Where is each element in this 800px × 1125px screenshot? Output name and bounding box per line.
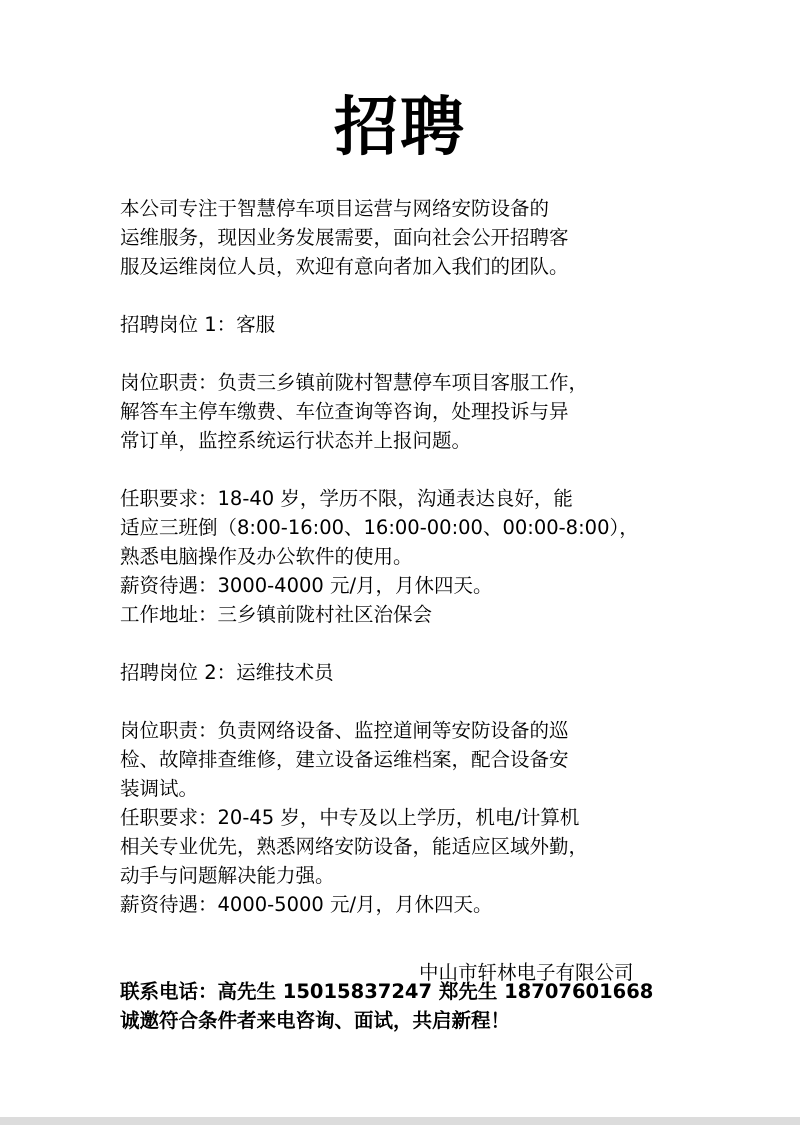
position1-location: 工作地址：三乡镇前陇村社区治保会 (120, 603, 433, 626)
spacer (120, 687, 700, 716)
position1-requirements (120, 484, 700, 571)
position1-salary: 薪资待遇：3000-4000 元/月，月休四天。 (120, 574, 493, 597)
requirements-line: 适应三班倒（8:00-16:00、16:00-00:00、00:00-8:00）， (120, 516, 639, 539)
intro-paragraph (120, 194, 700, 281)
spacer (120, 281, 700, 310)
requirements-line: 熟悉电脑操作及办公软件的使用。 (120, 545, 413, 568)
contact-phone-line: 联系电话：高先生 15015837247 郑先生 18707601668 (120, 980, 654, 1003)
contact-invite-line: 诚邀符合条件者来电咨询、面试，共启新程！ (120, 1009, 511, 1032)
requirements-line: 任职要求：20-45 岁，中专及以上学历，机电/计算机 (120, 806, 580, 829)
duties-line: 装调试。 (120, 777, 199, 800)
requirements-line: 动手与问题解决能力强。 (120, 864, 335, 887)
intro-line: 运维服务，现因业务发展需要，面向社会公开招聘客 (120, 226, 569, 249)
page-title: 招聘 (334, 90, 466, 165)
page-bottom-edge (0, 1117, 800, 1125)
position1-heading: 招聘岗位 1：客服 (120, 313, 276, 336)
duties-line: 常订单，监控系统运行状态并上报问题。 (120, 429, 472, 452)
duties-line: 解答车主停车缴费、车位查询等咨询，处理投诉与异 (120, 400, 569, 423)
spacer (120, 339, 700, 368)
duties-line: 岗位职责：负责网络设备、监控道闸等安防设备的巡 (120, 719, 569, 742)
document-body (120, 194, 700, 1035)
position1-duties (120, 368, 700, 455)
requirements-line: 任职要求：18-40 岁，学历不限，沟通表达良好，能 (120, 487, 573, 510)
spacer (120, 455, 700, 484)
company-signature: 中山市轩林电子有限公司 (419, 961, 634, 984)
intro-line: 本公司专注于智慧停车项目运营与网络安防设备的 (120, 197, 550, 220)
position2-salary: 薪资待遇：4000-5000 元/月，月休四天。 (120, 893, 493, 916)
requirements-line: 相关专业优先，熟悉网络安防设备，能适应区域外勤， (120, 835, 589, 858)
position2-heading: 招聘岗位 2：运维技术员 (120, 661, 334, 684)
duties-line: 岗位职责：负责三乡镇前陇村智慧停车项目客服工作， (120, 371, 589, 394)
position2-requirements (120, 803, 700, 890)
duties-line: 检、故障排查维修，建立设备运维档案，配合设备安 (120, 748, 569, 771)
position2-duties (120, 716, 700, 803)
intro-line: 服及运维岗位人员，欢迎有意向者加入我们的团队。 (120, 255, 569, 278)
spacer (120, 629, 700, 658)
